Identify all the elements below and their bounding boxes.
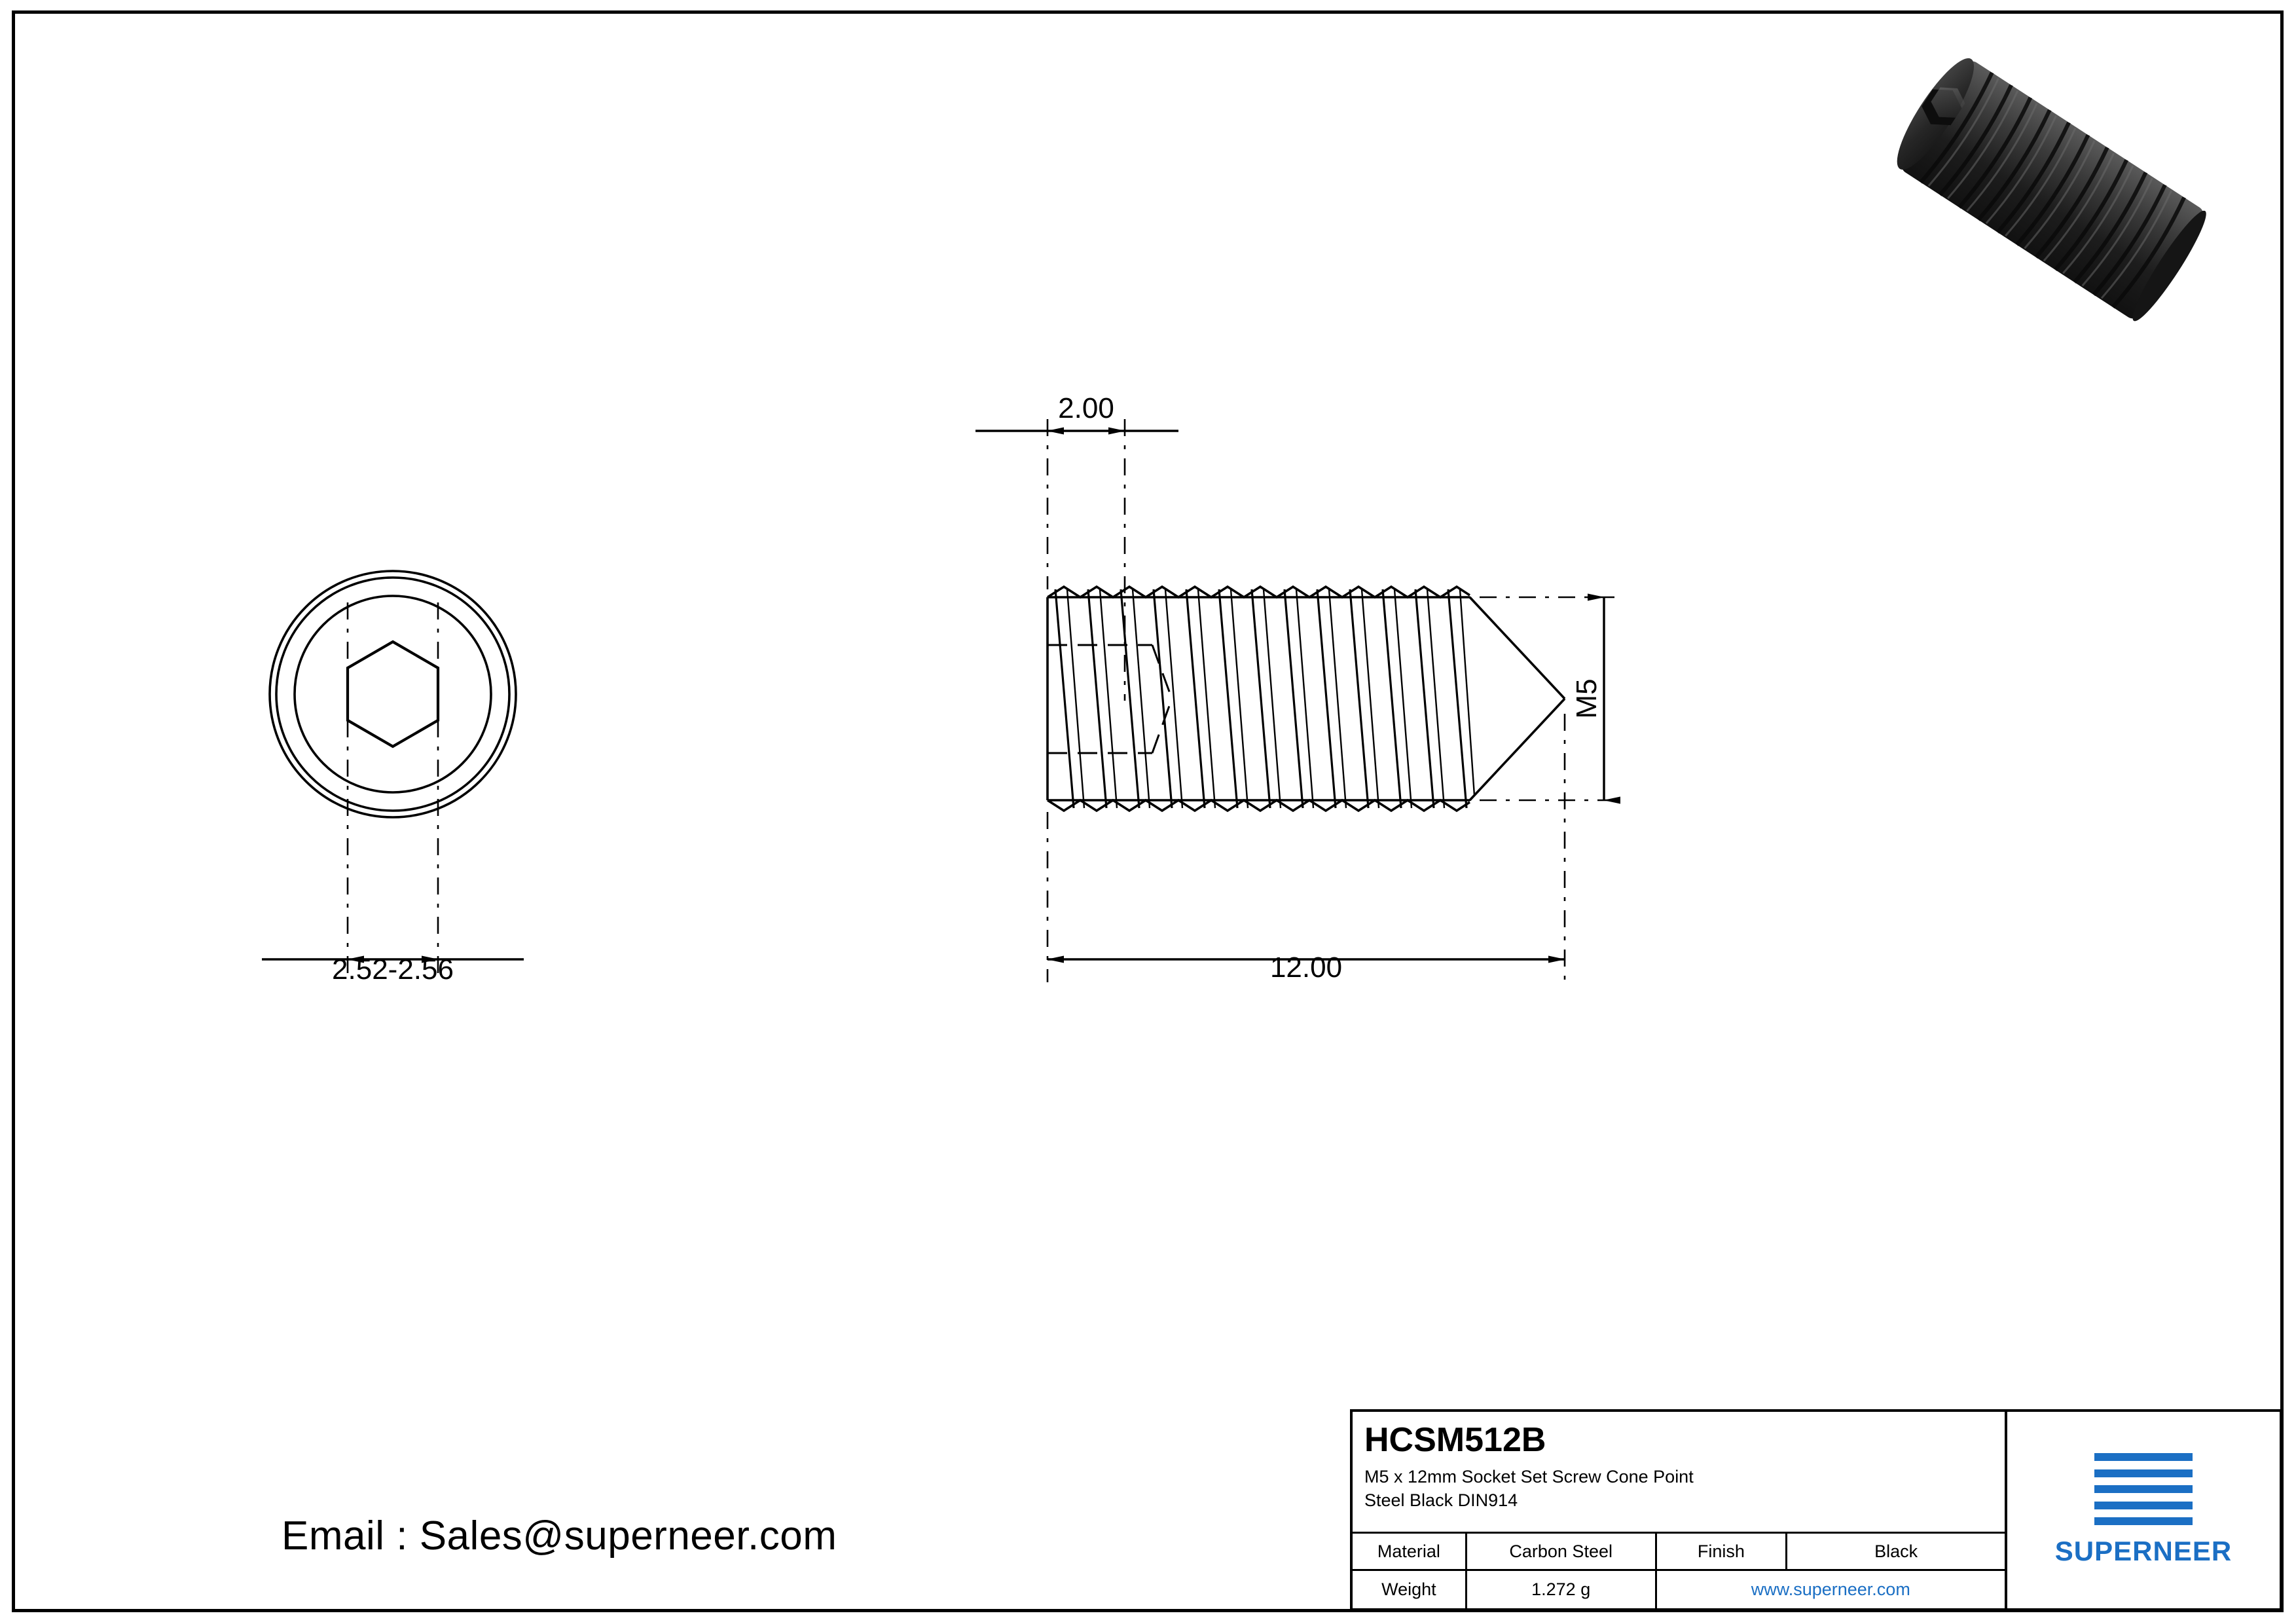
dim-text-socket-depth: 2.00 [1058,392,1114,424]
material-value: Carbon Steel [1467,1534,1657,1569]
brand-logo [2007,1412,2280,1608]
part-info [1353,1412,2005,1534]
weight-row [1353,1571,2005,1608]
logo-bars-icon [2094,1453,2193,1525]
dim-text-across-flats: 2.52-2.56 [332,953,454,986]
material-label: Material [1353,1534,1467,1569]
weight-label: Weight [1353,1571,1467,1608]
part-description-line2: Steel Black DIN914 [1364,1490,1518,1510]
dim-text-length: 12.00 [1269,951,1343,984]
dim-text-thread-size: M5 [1571,678,1603,719]
part-description-line1: M5 x 12mm Socket Set Screw Cone Point [1364,1467,1694,1487]
logo-wordmark: SUPERNEER [2054,1536,2232,1566]
website-link[interactable]: www.superneer.com [1751,1579,1910,1600]
title-block [1350,1409,2282,1611]
part-number: HCSM512B [1364,1421,1546,1459]
material-row [1353,1534,2005,1571]
finish-label: Finish [1657,1534,1788,1569]
finish-value: Black [1874,1541,1918,1561]
email-label: Email : Sales@superneer.com [282,1513,837,1559]
screw-3d-render [1840,26,2265,354]
title-block-left [1353,1412,2007,1608]
end-view [270,571,516,817]
weight-value: 1.272 g [1467,1571,1657,1608]
